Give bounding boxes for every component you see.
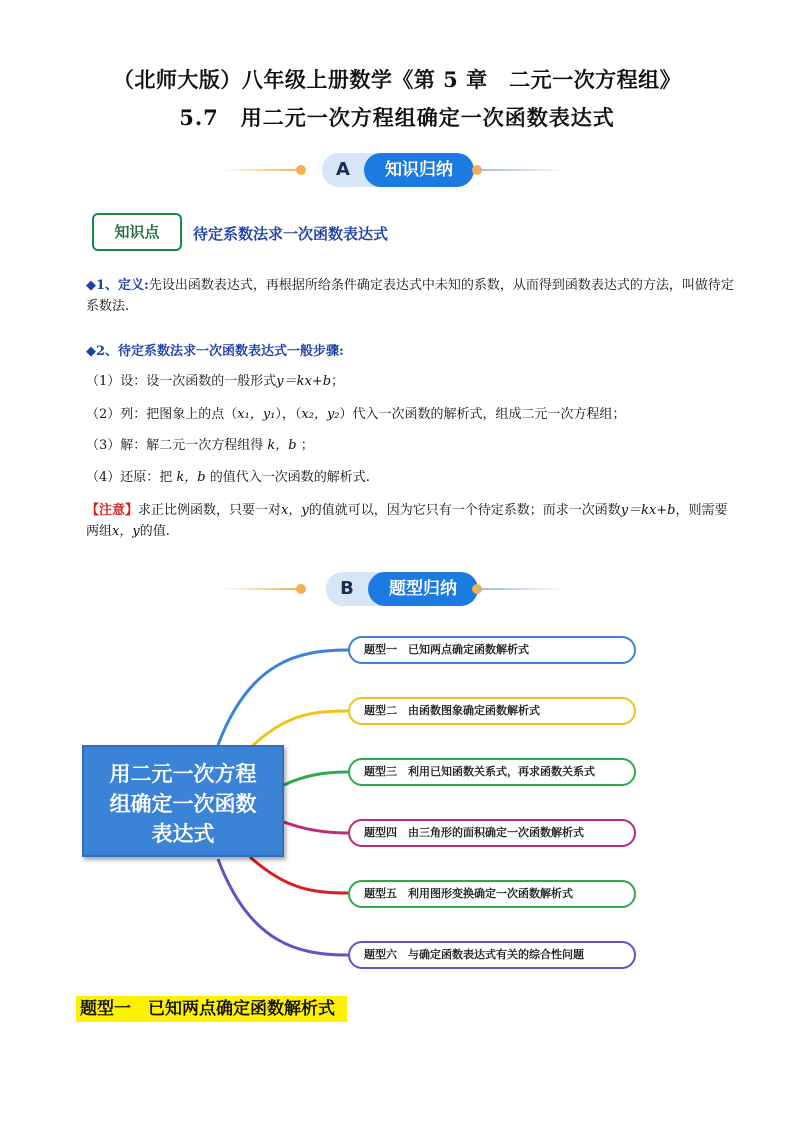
note-xy-1: x，y [281, 503, 309, 518]
step-3-vars: k，b [267, 438, 297, 453]
note-label: 【注意】 [86, 503, 139, 518]
note-text-c: ，则需要两组 [86, 503, 728, 539]
step-2-point-1: x₁，y₁ [237, 407, 276, 422]
definition-marker: ◆1、定义: [86, 278, 149, 293]
step-1-formula: y＝kx+b [276, 374, 332, 389]
mindmap-center-node [82, 745, 284, 857]
step-4-vars: k，b [176, 470, 206, 485]
mindmap-branch-5 [250, 857, 348, 893]
steps-marker: ◆2、待定系数法求一次函数表达式一般步骤: [86, 344, 344, 359]
step-1-text: （1）设：设一次函数的一般形式 [86, 374, 277, 389]
section-b-letter: B [340, 578, 354, 599]
mindmap-center-line-3: 表达式 [151, 822, 215, 846]
page-title-line2: 5.7 用二元一次方程组确定一次函数表达式 [179, 105, 615, 130]
note-text-a: 求正比例函数，只要一对 [138, 503, 282, 518]
section-a-label: 知识归纳 [364, 153, 474, 187]
type-box-2[interactable]: 题型二 由函数图象确定函数解析式 [348, 697, 636, 725]
step-2-text-b: ），（ [275, 407, 302, 422]
type-one-heading: 题型一 已知两点确定函数解析式 [76, 996, 347, 1022]
mindmap-branch-4 [284, 822, 348, 833]
note-text-b: 的值就可以，因为它只有一个待定系数；而求一次函数 [308, 503, 621, 518]
step-2-point-2: x₂，y₂ [301, 407, 340, 422]
note-text-d: 的值. [139, 524, 170, 539]
mindmap-branch-1 [218, 650, 348, 745]
step-4-text-b: 的值代入一次函数的解析式. [209, 470, 370, 485]
type-box-3[interactable]: 题型三 利用已知函数关系式，再求函数关系式 [348, 758, 636, 786]
mindmap-center-line-1: 用二元一次方程 [109, 762, 257, 786]
mindmap-center-line-2: 组确定一次函数 [109, 792, 257, 816]
definition-text: 先设出函数表达式，再根据所给条件确定表达式中未知的系数，从而得到函数表达式的方法，叫做待定系数法. [86, 278, 734, 314]
step-2-text-c: ）代入一次函数的解析式，组成二元一次方程组； [339, 407, 626, 422]
step-4-text-a: （4）还原：把 [86, 470, 173, 485]
type-box-6[interactable]: 题型六 与确定函数表达式有关的综合性问题 [348, 941, 636, 969]
section-a-letter: A [336, 159, 350, 180]
step-1-end: ； [331, 374, 345, 389]
step-2-text-a: （2）列：把图象上的点（ [86, 407, 238, 422]
mindmap-branch-6 [218, 859, 348, 955]
step-3-text-a: （3）解：解二元一次方程组得 [86, 438, 264, 453]
note-formula: y＝kx+b [620, 503, 676, 518]
section-b-label: 题型归纳 [368, 572, 478, 606]
type-box-1[interactable]: 题型一 已知两点确定函数解析式 [348, 636, 636, 664]
note-xy-2: x，y [112, 524, 140, 539]
mindmap-branch-2 [250, 711, 348, 748]
mindmap-branch-3 [284, 772, 348, 785]
type-box-5[interactable]: 题型五 利用图形变换确定一次函数解析式 [348, 880, 636, 908]
knowledge-point-badge: 知识点 [92, 213, 182, 251]
page-title-line1: （北师大版）八年级上册数学《第 5 章 二元一次方程组》 [112, 67, 682, 92]
step-3-text-b: ； [300, 438, 314, 453]
type-box-4[interactable]: 题型四 由三角形的面积确定一次函数解析式 [348, 819, 636, 847]
knowledge-point-title: 待定系数法求一次函数表达式 [193, 225, 389, 243]
